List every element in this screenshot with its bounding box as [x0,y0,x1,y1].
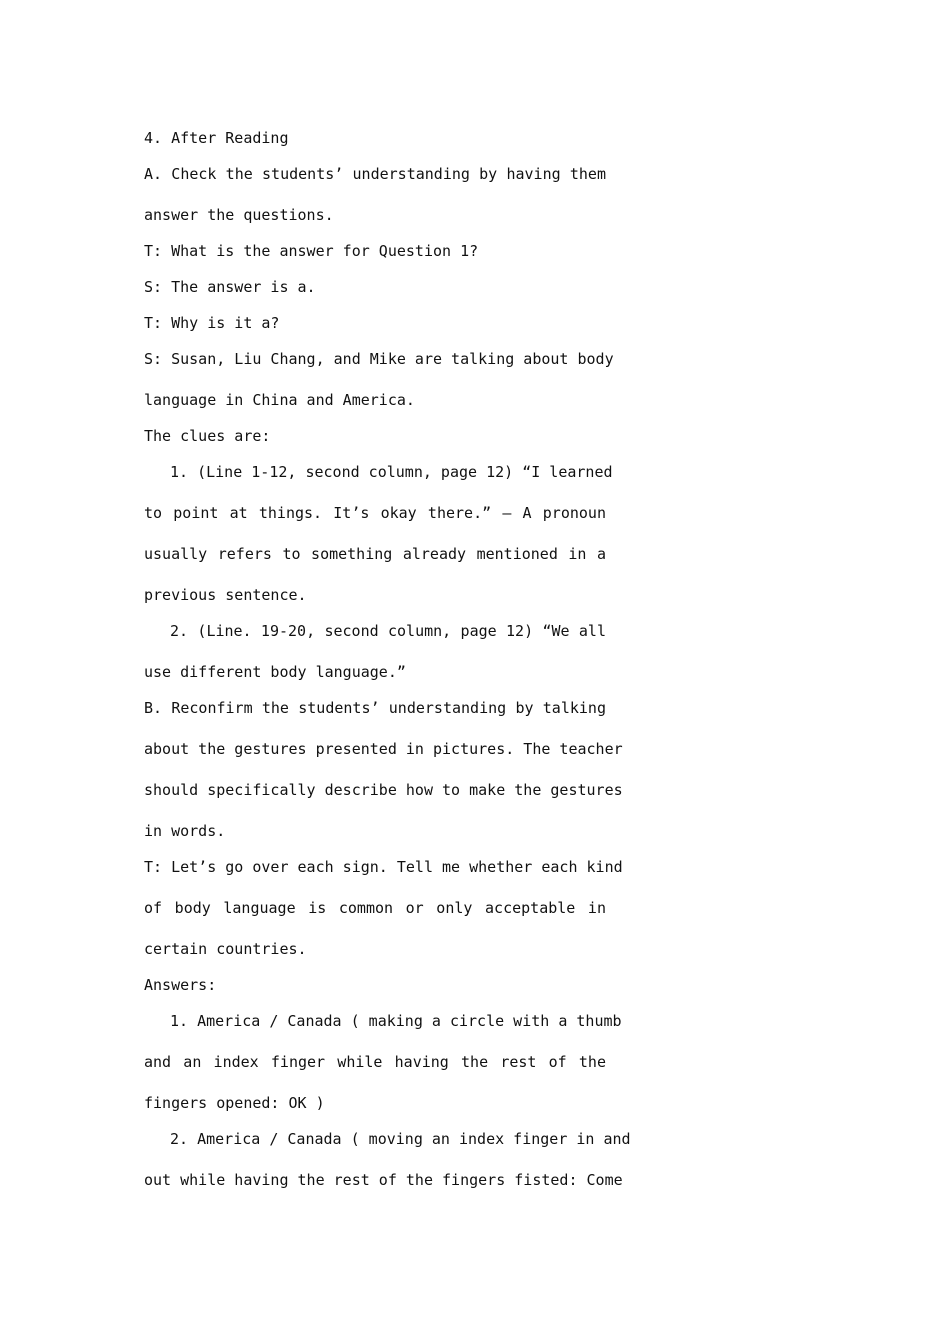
text-line: Answers: [144,976,217,994]
text-line: answer the questions. [144,206,334,224]
text-line: S: Susan, Liu Chang, and Mike are talking about body [144,350,614,368]
list-item: 1. (Line 1-12, second column, page 12) “I learned [170,463,613,481]
text-line: should specifically describe how to make the gestures [144,781,623,799]
text-line: to point at things. It’s okay there.” – A pronoun [144,504,606,522]
list-item: 1. America / Canada ( making a circle with a thumb [170,1012,622,1030]
text-line: S: The answer is a. [144,278,316,296]
text-line: The clues are: [144,427,271,445]
text-line: A. Check the students’ understanding by having them [144,165,606,183]
text-line: of body language is common or only acceptable in [144,899,606,917]
text-line: and an index finger while having the rest of the [144,1053,606,1071]
text-line: language in China and America. [144,391,415,409]
text-line: T: Let’s go over each sign. Tell me whether each kind [144,858,623,876]
section-heading: 4. After Reading [144,129,289,147]
text-line: T: Why is it a? [144,314,280,332]
text-line: in words. [144,822,226,840]
text-line: B. Reconfirm the students’ understanding by talking [144,699,606,717]
text-line: use different body language.” [144,663,406,681]
text-line: certain countries. [144,940,307,958]
text-line: about the gestures presented in pictures. The teacher [144,740,623,758]
text-line: usually refers to something already mentioned in a [144,545,606,563]
text-line: out while having the rest of the fingers fisted: Come [144,1171,623,1189]
text-line: fingers opened: OK ) [144,1094,325,1112]
list-item: 2. America / Canada ( moving an index finger in and [170,1130,631,1148]
list-item: 2. (Line. 19-20, second column, page 12) “We all [170,622,606,640]
text-line: previous sentence. [144,586,307,604]
text-line: T: What is the answer for Question 1? [144,242,479,260]
